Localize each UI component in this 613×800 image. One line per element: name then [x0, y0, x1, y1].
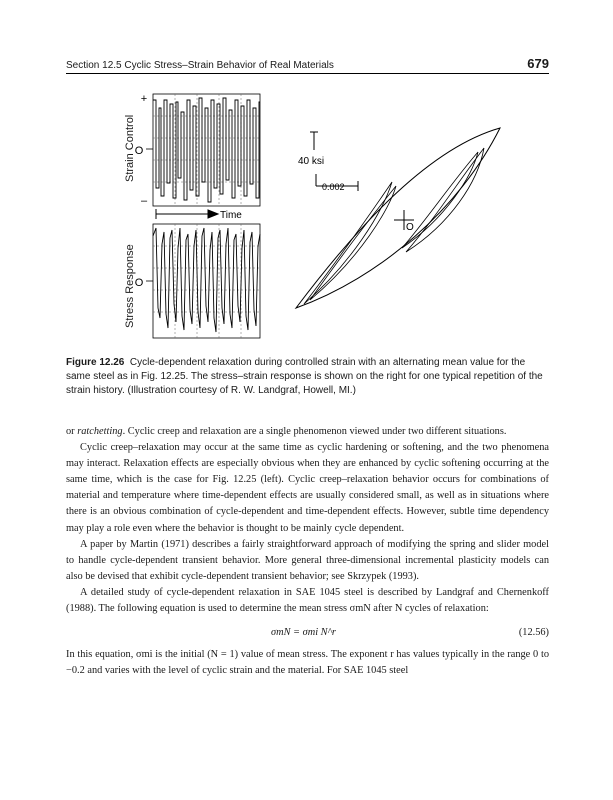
outer-loop — [296, 128, 500, 308]
stress-axis-label: Stress Response — [124, 244, 136, 328]
origin-label: O — [406, 222, 414, 233]
strain-scale-label: 0.002 — [322, 182, 345, 192]
stress-scale-label: 40 ksi — [298, 156, 325, 167]
inner-loop-right — [402, 152, 478, 248]
p1-italic-term: ratchetting — [77, 426, 123, 437]
stress-response-plot — [146, 224, 260, 338]
stress-zero-label: O — [134, 277, 144, 289]
running-header — [66, 56, 549, 74]
minus-label: – — [140, 195, 148, 207]
paragraph-5: In this equation, σmi is the initial (N = 1) value of mean stress. The exponent r has values typically in the range 0 to −0.2 and varies with the level of cyclic strain and the material. For SAE 1045 steel — [66, 649, 549, 677]
equation-12-56 — [66, 617, 549, 647]
strain-zero-label: O — [134, 145, 144, 157]
page-number: 679 — [527, 56, 549, 71]
hysteresis-loops — [296, 128, 500, 308]
strain-axis-label: Strain Control — [124, 114, 136, 182]
p1-prefix: or — [66, 426, 78, 437]
figure-12-26 — [60, 78, 560, 348]
paragraph-3: A paper by Martin (1971) describes a fairly straightforward approach of modifying the spring and slider model to handle cycle-dependent transient behavior. More general three-dimensional incremental plasticity models can also be devised that exhibit cycle-dependent transient behavior; see Skrzypek (1993). — [66, 538, 549, 582]
equation-number: (12.56) — [518, 627, 549, 639]
section-title: Section 12.5 Cyclic Stress–Strain Behavior of Real Materials — [66, 60, 334, 71]
strain-waveform — [153, 98, 260, 202]
plus-label: + — [140, 93, 148, 105]
time-label: Time — [220, 210, 242, 221]
paragraph-4: A detailed study of cycle-dependent relaxation in SAE 1045 steel is described by Landgraf and Chernenkoff (1988). The following equation is used to determine the mean stress σmN after N cycles of relaxation: — [66, 586, 549, 615]
header-rule — [66, 73, 549, 74]
figure-caption — [66, 356, 549, 398]
p1-rest: . Cyclic creep and relaxation are a single phenomenon viewed under two different situations. — [122, 426, 507, 437]
caption-text: Cycle-dependent relaxation during controlled strain with an alternating mean value for the same steel as in Fig. 12.25. The stress–strain response is shown on the right for one typical repetition of the strain history. (Illustration courtesy of R. W. Landgraf, Howell, MI.) — [66, 357, 543, 396]
strain-control-plot — [146, 94, 260, 206]
body-text — [66, 424, 549, 679]
stress-waveform — [153, 228, 260, 332]
paragraph-1 — [66, 424, 549, 440]
stress-scale-bar — [310, 132, 318, 150]
time-arrow — [156, 209, 218, 219]
caption-label: Figure 12.26 — [66, 357, 125, 368]
paragraph-2: Cyclic creep–relaxation may occur at the same time as cyclic hardening or softening, and the two phenomena may interact. Relaxation effects are especially obvious when they are enhanced by cyclic softening occurring at the same time, which is the case for Fig. 12.25 (left). Cyclic creep–relaxation behavior occurs for combinations of material and temperature where time-dependent effects are usually considered small, as well as in situations where there is an obvious combination of cycle-dependent and time-dependent effects. However, subtle time dependency may play a role even where the behavior is thought to be mainly cycle dependent. — [66, 442, 549, 534]
equation-formula: σmN = σmi N^r — [271, 627, 336, 639]
